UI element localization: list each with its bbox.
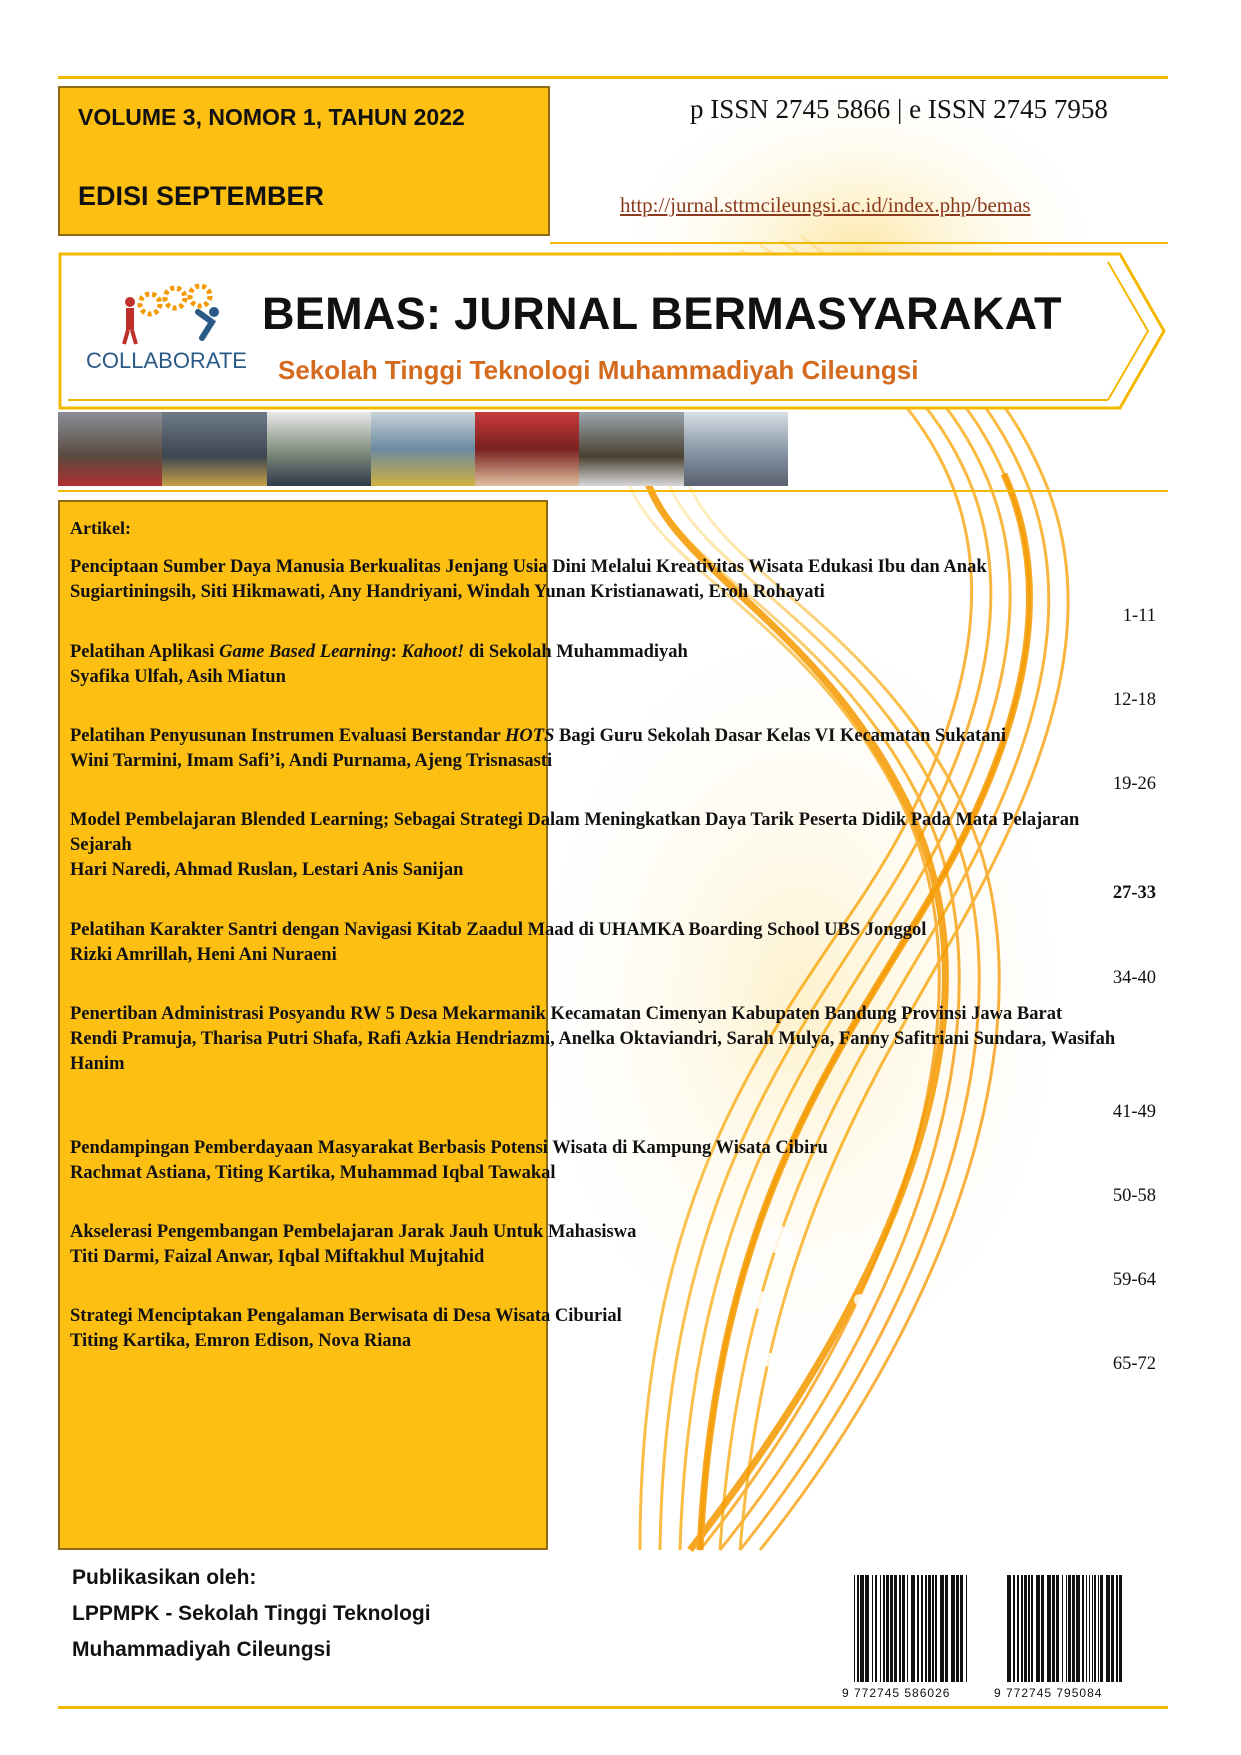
barcode-bar — [925, 1575, 927, 1682]
barcode-bar — [917, 1575, 919, 1682]
article-title-italic: HOTS — [505, 726, 555, 746]
barcode-bar — [1024, 1575, 1027, 1682]
barcode-bar — [1031, 1575, 1033, 1682]
collaborate-logo-icon — [120, 282, 228, 348]
barcode-bar — [1052, 1575, 1055, 1682]
article-pages: 1-11 — [1122, 606, 1156, 626]
barcode-bar — [911, 1575, 915, 1682]
article-pages: 19-26 — [1112, 774, 1156, 794]
article-pages: 59-64 — [1112, 1270, 1156, 1290]
article-authors: Titi Darmi, Faizal Anwar, Iqbal Miftakhul Mujtahid — [70, 1247, 485, 1267]
barcode-bar — [1017, 1575, 1019, 1682]
article-title: Pelatihan Karakter Santri dengan Navigasi Kitab Zaadul Maad di UHAMKA Boarding School UBS Jonggol — [70, 920, 927, 940]
article-title-part: Pelatihan Penyusunan Instrumen Evaluasi Berstandar — [70, 726, 506, 746]
article-title: Akselerasi Pengembangan Pembelajaran Jarak Jauh Untuk Mahasiswa — [70, 1222, 637, 1242]
barcode-bar — [890, 1575, 893, 1682]
article-pages: 34-40 — [1112, 968, 1156, 988]
article-authors: Rizki Amrillah, Heni Ani Nuraeni — [70, 945, 337, 965]
article-pages: 27-33 — [1112, 883, 1156, 903]
article-title-part: : — [390, 642, 402, 662]
barcode-print-issn — [852, 1575, 972, 1682]
barcode-bar — [1082, 1575, 1084, 1682]
article-entry — [70, 724, 1170, 774]
articles-label: Artikel: — [70, 518, 131, 538]
photo-rule — [58, 490, 1168, 492]
publisher-block — [72, 1560, 431, 1668]
barcode-bar — [928, 1575, 931, 1682]
barcode-bar — [966, 1575, 967, 1682]
barcode-bar — [1068, 1575, 1071, 1682]
article-pages: 65-72 — [1112, 1354, 1156, 1374]
barcode-bar — [865, 1575, 869, 1682]
article-title — [70, 640, 1170, 665]
barcode-bar — [1092, 1575, 1093, 1682]
article-title-part: di Sekolah Muhammadiyah — [464, 642, 688, 662]
article-entry — [70, 1220, 1170, 1270]
activity-photo-strip — [58, 412, 788, 486]
article-title: Penertiban Administrasi Posyandu RW 5 Desa Mekarmanik Kecamatan Cimenyan Kabupaten Bandung Provinsi Jawa Barat — [70, 1004, 1063, 1024]
barcode-bar — [956, 1575, 959, 1682]
barcode-bar — [1007, 1575, 1011, 1682]
article-title — [70, 724, 1170, 749]
article-entry — [70, 808, 1140, 883]
article-pages: 50-58 — [1112, 1186, 1156, 1206]
article-title-italic: Kahoot! — [401, 642, 465, 662]
article-entry — [70, 1002, 1140, 1077]
barcode-bar — [857, 1575, 859, 1682]
barcode-bar — [1076, 1575, 1080, 1682]
issn-text: p ISSN 2745 5866 | e ISSN 2745 7958 — [690, 94, 1108, 124]
barcode-number-print: 9 772745 586026 — [842, 1686, 951, 1700]
barcode-bar — [883, 1575, 885, 1682]
journal-subtitle: Sekolah Tinggi Teknologi Muhammadiyah Cileungsi — [278, 355, 919, 385]
barcode-bar — [921, 1575, 923, 1682]
barcode-bar — [1047, 1575, 1051, 1682]
barcode-bar — [932, 1575, 934, 1682]
article-title-part: Pelatihan Aplikasi — [70, 642, 220, 662]
header-rule — [550, 242, 1168, 244]
article-entry — [70, 918, 1170, 968]
barcode-bar — [1098, 1575, 1099, 1682]
barcode-bar — [945, 1575, 948, 1682]
barcode-bar — [1056, 1575, 1059, 1682]
article-authors: Rendi Pramuja, Tharisa Putri Shafa, Rafi Azkia Hendriazmi, Anelka Oktaviandri, Sarah Mulya, Fanny Safitriani Sundara, Wasifah Hanim — [70, 1029, 1116, 1074]
bottom-rule — [58, 1706, 1168, 1709]
barcode-bar — [1041, 1575, 1044, 1682]
article-title-italic: Game Based Learning — [219, 642, 391, 662]
collaborate-logo-text: COLLABORATE — [86, 348, 247, 373]
top-rule — [58, 76, 1168, 79]
article-authors: Sugiartiningsih, Siti Hikmawati, Any Handriyani, Windah Yunan Kristianawati, Eroh Rohayati — [70, 582, 825, 602]
barcode-bar — [894, 1575, 897, 1682]
barcode-bar — [902, 1575, 905, 1682]
publisher-line-1: LPPMPK - Sekolah Tinggi Teknologi — [72, 1602, 431, 1625]
barcode-bar — [1106, 1575, 1110, 1682]
article-title: Model Pembelajaran Blended Learning; Sebagai Strategi Dalam Meningkatkan Daya Tarik Peserta Didik Pada Mata Pelajaran Sejarah — [70, 810, 1080, 855]
article-authors: Titing Kartika, Emron Edison, Nova Riana — [70, 1331, 412, 1351]
article-pages: 41-49 — [1112, 1102, 1156, 1122]
article-entry — [70, 1136, 1170, 1186]
barcode-bar — [1119, 1575, 1122, 1682]
barcode-bar — [1100, 1575, 1103, 1682]
barcode-bar — [1028, 1575, 1030, 1682]
article-title-part: Bagi Guru Sekolah Dasar Kelas VI Kecamatan Sukatani — [554, 726, 1006, 746]
article-title: Pendampingan Pemberdayaan Masyarakat Berbasis Potensi Wisata di Kampung Wisata Cibiru — [70, 1138, 828, 1158]
barcode-electronic-issn — [1005, 1575, 1125, 1682]
barcode-number-electronic: 9 772745 795084 — [994, 1686, 1103, 1700]
volume-box — [58, 86, 550, 236]
barcode-bar — [935, 1575, 937, 1682]
article-authors: Rachmat Astiana, Titing Kartika, Muhammad Iqbal Tawakal — [70, 1163, 556, 1183]
barcode-bar — [1089, 1575, 1090, 1682]
publisher-line-2: Muhammadiyah Cileungsi — [72, 1638, 332, 1661]
barcode-bar — [1062, 1575, 1063, 1682]
barcode-bar — [875, 1575, 877, 1682]
barcode-bar — [880, 1575, 881, 1682]
barcode-bar — [1086, 1575, 1087, 1682]
publisher-label: Publikasikan oleh: — [72, 1566, 257, 1589]
article-title: Strategi Menciptakan Pengalaman Berwisata di Desa Wisata Ciburial — [70, 1306, 622, 1326]
article-authors: Syafika Ulfah, Asih Miatun — [70, 667, 286, 687]
barcode-bar — [899, 1575, 901, 1682]
barcode-bar — [951, 1575, 955, 1682]
barcode-bar — [872, 1575, 873, 1682]
article-entry — [70, 1304, 1170, 1354]
barcode-bar — [1072, 1575, 1075, 1682]
barcode-bar — [1094, 1575, 1096, 1682]
barcode-bar — [1066, 1575, 1067, 1682]
barcode-bar — [860, 1575, 864, 1682]
article-pages: 12-18 — [1112, 690, 1156, 710]
volume-text: VOLUME 3, NOMOR 1, TAHUN 2022 — [78, 104, 465, 130]
barcode-bar — [854, 1575, 855, 1682]
barcode-bar — [1013, 1575, 1015, 1682]
barcode-bar — [960, 1575, 963, 1682]
article-entry — [70, 640, 1170, 690]
journal-title: BEMAS: JURNAL BERMASYARAKAT — [262, 288, 1062, 339]
barcode-bar — [907, 1575, 908, 1682]
barcode-bar — [886, 1575, 889, 1682]
journal-url-link[interactable]: http://jurnal.sttmcileungsi.ac.id/index.php/bemas — [620, 193, 1031, 217]
article-entry — [70, 555, 1170, 605]
barcode-bar — [1111, 1575, 1114, 1682]
edition-text: EDISI SEPTEMBER — [78, 181, 325, 211]
barcode-bar — [1021, 1575, 1023, 1682]
article-authors: Hari Naredi, Ahmad Ruslan, Lestari Anis Sanijan — [70, 860, 464, 880]
article-title: Penciptaan Sumber Daya Manusia Berkualitas Jenjang Usia Dini Melalui Kreativitas Wisata Edukasi Ibu dan Anak — [70, 557, 987, 577]
barcode-bar — [1036, 1575, 1040, 1682]
barcode-bar — [940, 1575, 944, 1682]
article-authors: Wini Tarmini, Imam Safi’i, Andi Purnama, Ajeng Trisnasasti — [70, 751, 553, 771]
barcode-bar — [1116, 1575, 1118, 1682]
